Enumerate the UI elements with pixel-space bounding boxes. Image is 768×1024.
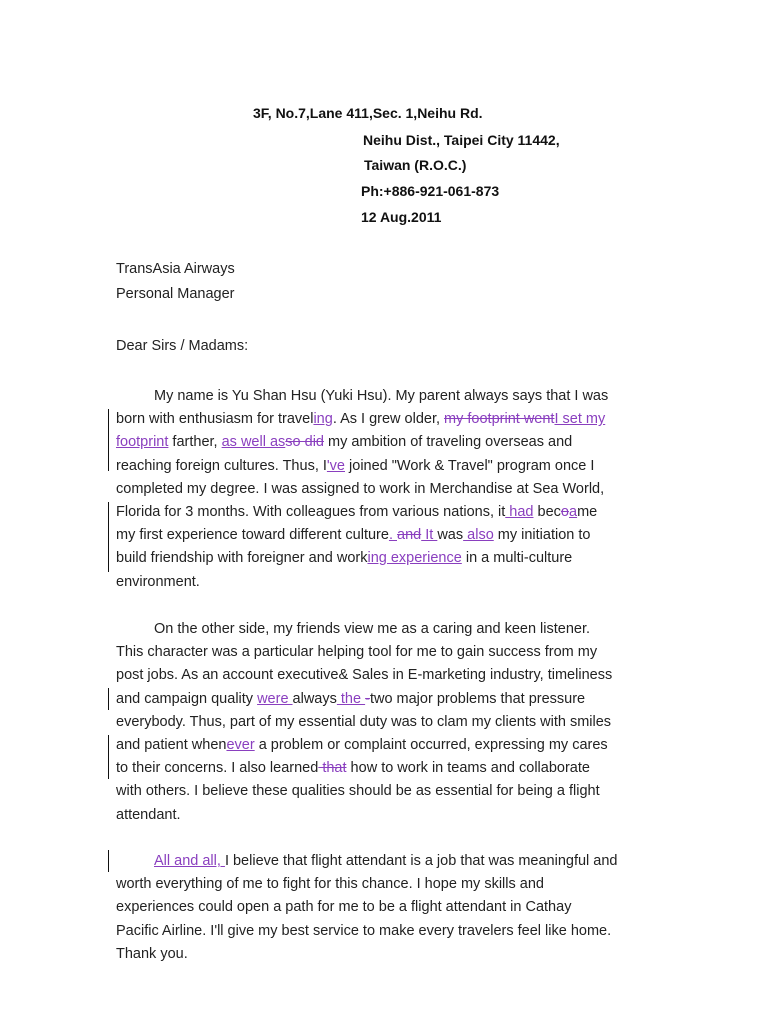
text-line [116, 501, 656, 524]
date-line: 12 Aug.2011 [361, 209, 442, 225]
inserted-text: ever [226, 736, 255, 753]
text-run: build friendship with foreigner and work [116, 550, 368, 567]
text-line [116, 408, 656, 431]
deleted-text: that [318, 760, 347, 777]
inserted-text: the [336, 690, 366, 707]
text-run: me [577, 503, 598, 520]
text-line: On the other side, my friends view me as a caring and keen listener. [154, 621, 591, 637]
change-bar [108, 735, 109, 779]
change-bar [108, 409, 109, 471]
text-run: always [292, 690, 337, 707]
text-line: with others. I believe these qualities should be as essential for being a flight [116, 783, 600, 800]
address-line-3: Taiwan (R.O.C.) [364, 157, 467, 173]
paragraph-2 [116, 618, 656, 827]
inserted-text: 've [326, 457, 345, 474]
address-line-1: 3F, No.7,Lane 411,Sec. 1,Neihu Rd. [253, 105, 483, 121]
paragraph-3 [116, 850, 656, 966]
change-bar [108, 850, 109, 872]
text-run: and campaign quality [116, 690, 258, 707]
text-line [116, 455, 656, 478]
change-bar [108, 688, 109, 710]
inserted-text: were [257, 690, 293, 707]
inserted-text: . [388, 527, 397, 544]
text-line: attendant. [116, 806, 181, 823]
inserted-text: as well as [221, 434, 286, 451]
text-line: everybody. Thus, part of my essential duty was to clam my clients with smiles [116, 713, 612, 730]
text-run: was [437, 527, 464, 544]
text-run: a problem or complaint occurred, expressing my cares [254, 736, 608, 753]
text-line [116, 431, 656, 454]
text-line: worth everything of me to fight for this chance. I hope my skills and [116, 876, 544, 893]
text-line [116, 524, 656, 547]
text-line: Thank you. [116, 945, 188, 962]
inserted-text: also [463, 527, 494, 544]
text-run: reaching foreign cultures. Thus, I [116, 457, 327, 474]
text-run: how to work in teams and collaborate [346, 760, 590, 777]
text-line [116, 757, 656, 780]
phone-line: Ph:+886-921-061-873 [361, 183, 500, 199]
text-run: my first experience toward different culture [116, 527, 389, 544]
text-run: to their concerns. I also learned [116, 760, 319, 777]
inserted-text: footprint [116, 434, 169, 451]
salutation: Dear Sirs / Madams: [116, 338, 249, 354]
paragraph-1 [116, 385, 656, 594]
text-run: two major problems that pressure [369, 690, 586, 707]
text-line: experiences could open a path for me to be a flight attendant in Cathay [116, 899, 572, 916]
text-run: . As I grew older, [332, 411, 445, 428]
text-run: my ambition of traveling overseas and [323, 434, 573, 451]
text-line: My name is Yu Shan Hsu (Yuki Hsu). My parent always says that I was [154, 388, 609, 404]
text-line: environment. [116, 573, 200, 590]
inserted-text: had [505, 503, 534, 520]
text-line: This character was a particular helping tool for me to gain success from my [116, 644, 598, 661]
text-run: my initiation to [493, 527, 591, 544]
inserted-text: I set my [554, 411, 606, 428]
address-line-2: Neihu Dist., Taipei City 11442, [363, 132, 560, 148]
text-run: Florida for 3 months. With colleagues from various nations, it [116, 503, 506, 520]
text-line: Pacific Airline. I'll give my best service to make every travelers feel like home. [116, 922, 612, 939]
change-bar [108, 502, 109, 572]
recipient-title: Personal Manager [116, 286, 235, 302]
text-line: completed my degree. I was assigned to work in Merchandise at Sea World, [116, 480, 605, 497]
deleted-text: and [397, 527, 422, 544]
deleted-text: o [560, 503, 569, 520]
inserted-text: a [568, 503, 578, 520]
text-line [116, 734, 656, 757]
text-run: born with enthusiasm for travel [116, 411, 314, 428]
text-line: post jobs. As an account executive& Sales in E-marketing industry, timeliness [116, 667, 613, 684]
text-run: bec [533, 503, 561, 520]
inserted-text: ing experience [367, 550, 462, 567]
inserted-text: All and all, [154, 853, 225, 869]
recipient-company: TransAsia Airways [116, 261, 235, 277]
deleted-text: so did [285, 434, 324, 451]
text-run: I believe that flight attendant is a job that was meaningful and [224, 853, 618, 869]
text-line [116, 547, 656, 570]
text-line [116, 688, 656, 711]
inserted-text: ing [313, 411, 333, 428]
deleted-text: my footprint went [444, 411, 555, 428]
text-run: and patient when [116, 736, 227, 753]
text-run: in a multi-culture [461, 550, 573, 567]
deleted-text: - [365, 690, 370, 707]
text-run: farther, [168, 434, 222, 451]
text-line [116, 850, 656, 873]
inserted-text: It [421, 527, 438, 544]
text-run: joined "Work & Travel" program once I [345, 457, 595, 474]
